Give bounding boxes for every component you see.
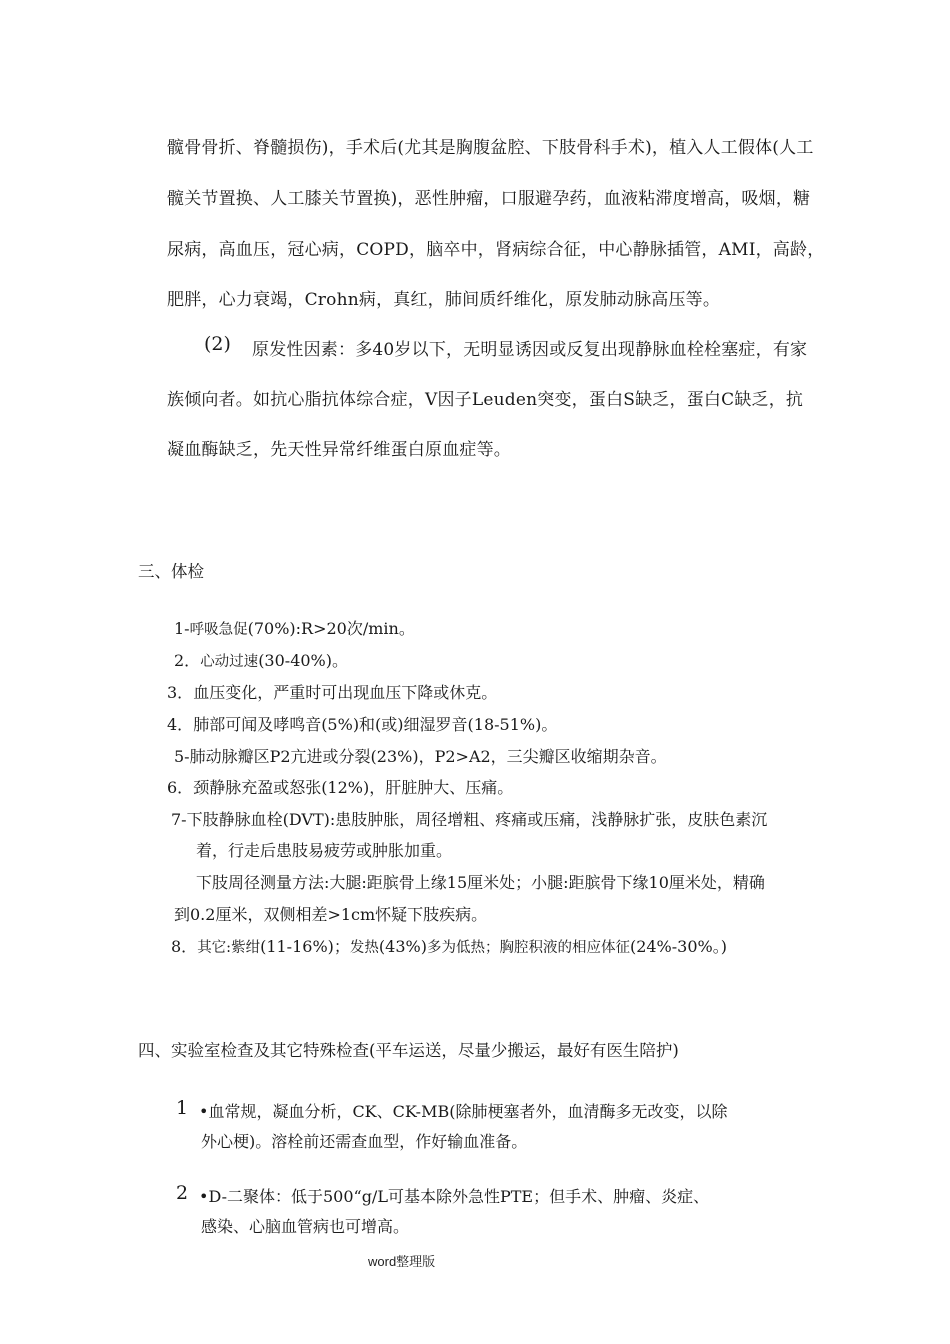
item-label: 其它:紫绀 [197, 940, 261, 956]
paragraph-line: 尿病，高血压，冠心病，COPD，脑卒中，肾病综合征，中心静脉插管，AMI，高龄， [167, 240, 825, 260]
paragraph-line: 髋骨骨折、脊髓损伤)，手术后(尤其是胸腹盆腔、下肢骨科手术)，植入人工假体(人工 [167, 138, 814, 158]
item-number: 7- [171, 810, 187, 829]
paragraph-line: 凝血酶缺乏，先天性异常纤维蛋白原血症等。 [167, 440, 511, 460]
item-number: 1- [174, 619, 190, 638]
item-text: 肺部可闻及哮鸣音(5%)和(或)细湿罗音(18-51%)。 [193, 715, 558, 734]
item-label: 发热 [349, 940, 379, 956]
page-footer: word整理版 [368, 1254, 436, 1269]
item-number: 8． [171, 937, 198, 956]
item-label: 心动过速 [200, 654, 259, 670]
item-line [171, 807, 767, 830]
section-heading: 四、实验室检查及其它特殊检查(平车运送，尽量少搬运，最好有医生陪护) [138, 1041, 679, 1060]
item-number: 6． [167, 778, 194, 797]
item-label: 多为低热；胸腔积液的相应体征 [426, 940, 630, 956]
item-number: 4． [167, 715, 194, 734]
item-number: 2． [174, 651, 201, 670]
item-line: 感染、心脑血管病也可增高。 [201, 1217, 410, 1236]
item-line: •血常规，凝血分析，CK、CK-MB(除肺梗塞者外，血清酶多无改变，以除 [199, 1102, 728, 1121]
item-text: (70%):R>20次/min。 [247, 619, 415, 638]
item-text: (24%-30%。) [629, 937, 727, 956]
exam-item-6 [167, 775, 513, 798]
paragraph-line: 族倾向者。如抗心脂抗体综合症，V因子Leuden突变，蛋白S缺乏，蛋白C缺乏，抗 [167, 390, 804, 410]
item-number: 3． [167, 683, 194, 702]
exam-item-1 [174, 616, 415, 639]
item-text: (11-16%)； [260, 937, 350, 956]
paragraph-line: 髋关节置换、人工膝关节置换)，恶性肿瘤，口服避孕药，血液粘滞度增高，吸烟，糖 [167, 189, 811, 209]
item-line: 外心梗)。溶栓前还需查血型，作好输血准备。 [201, 1132, 528, 1151]
exam-item-2 [174, 648, 348, 671]
item-line: 着，行走后患肢易疲劳或肿胀加重。 [196, 841, 453, 860]
paragraph-line: 肥胖，心力衰竭，Crohn病，真红，肺间质纤维化，原发肺动脉高压等。 [167, 290, 721, 310]
exam-item-4 [167, 712, 557, 735]
item-text: 肺动脉瓣区P2亢进或分裂(23%)，P2>A2，三尖瓣区收缩期杂音。 [189, 747, 667, 766]
item-text: (30-40%)。 [258, 651, 349, 670]
item-text: 下肢静脉血栓(DVT):患肢肿胀，周径增粗、疼痛或压痛，浅静脉扩张，皮肤色素沉 [186, 810, 768, 829]
item-line: 下肢周径测量方法:大腿:距膑骨上缘15厘米处；小腿:距膑骨下缘10厘米处，精确 [196, 873, 765, 892]
item-text: (43%) [378, 937, 427, 956]
paragraph-line: 原发性因素：多40岁以下，无明显诱因或反复出现静脉血栓栓塞症，有家 [252, 340, 808, 360]
section-heading: 三、体检 [138, 562, 204, 581]
item-label: 呼吸急促 [189, 622, 248, 638]
exam-item-3 [167, 680, 497, 703]
exam-item-8 [171, 934, 727, 957]
exam-item-5 [174, 744, 667, 767]
list-marker: (2) [204, 333, 231, 355]
item-number: 5- [174, 747, 190, 766]
item-text: 颈静脉充盈或怒张(12%)，肝脏肿大、压痛。 [193, 778, 514, 797]
item-line: 到0.2厘米，双侧相差>1cm怀疑下肢疾病。 [174, 905, 488, 924]
item-text: 血压变化，严重时可出现血压下降或休克。 [193, 683, 498, 702]
item-number: 2 [176, 1182, 189, 1204]
item-line: •D-二聚体：低于500“g/L可基本除外急性PTE；但手术、肿瘤、炎症、 [199, 1187, 710, 1206]
item-number: 1 [176, 1097, 189, 1119]
